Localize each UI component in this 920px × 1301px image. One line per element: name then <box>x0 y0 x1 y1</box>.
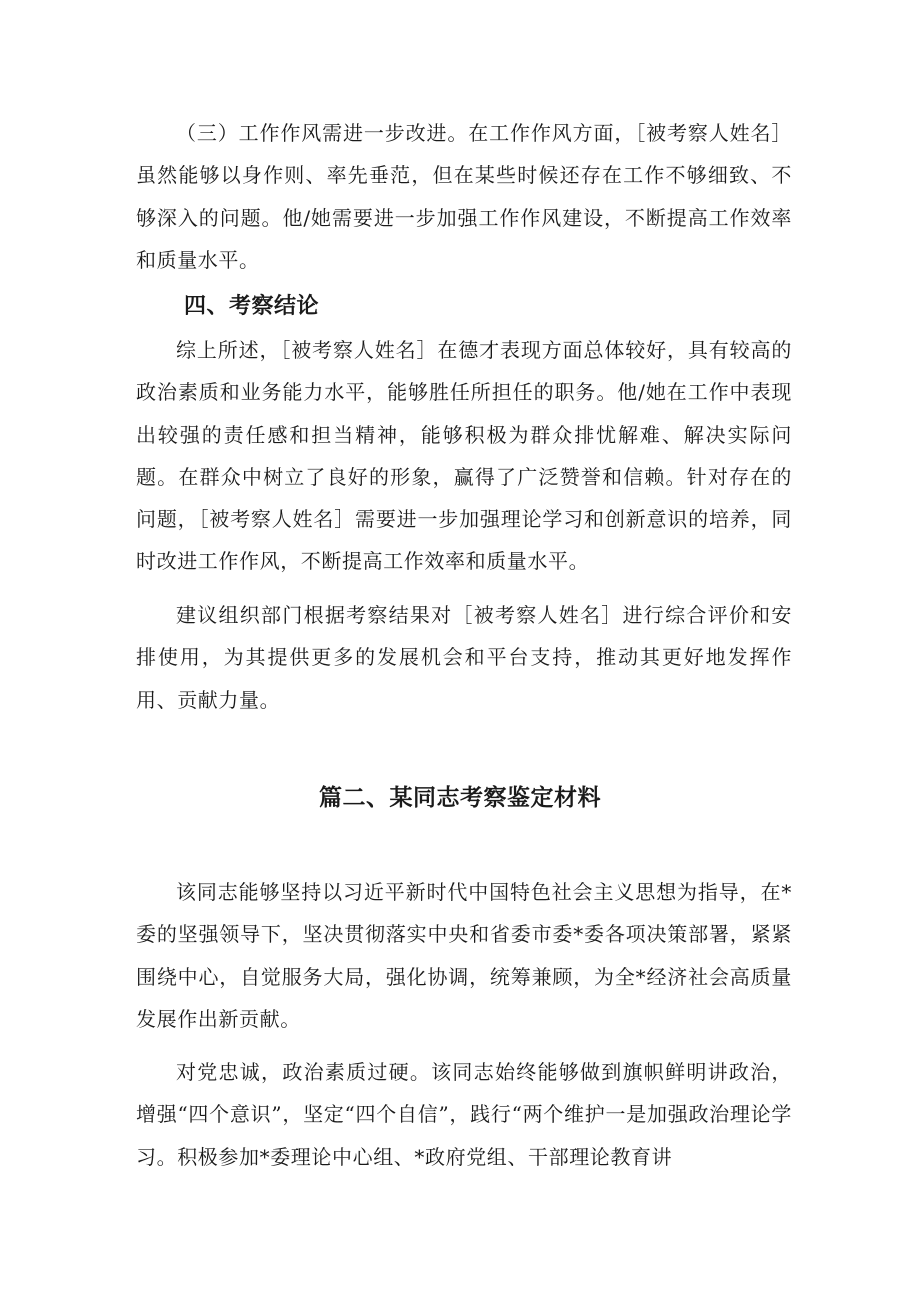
paragraph-conclusion-recommendation: 建议组织部门根据考察结果对［被考察人姓名］进行综合评价和安排使用，为其提供更多的发展机会和平台支持，推动其更好地发挥作用、贡献力量。 <box>136 603 792 712</box>
paragraph-work-style: （三）工作作风需进一步改进。在工作作风方面，［被考察人姓名］虽然能够以身作则、率先垂范，但在某些时候还存在工作不够细致、不够深入的问题。他/她需要进一步加强工作作风建设，不断提高工作效率和质量水平。 <box>136 121 792 272</box>
article-title: 篇二、某同志考察鉴定材料 <box>319 785 601 811</box>
paragraph-conclusion-summary: 综上所述，［被考察人姓名］在德才表现方面总体较好，具有较高的政治素质和业务能力水平，能够胜任所担任的职务。他/她在工作中表现出较强的责任感和担当精神，能够积极为群众排忧解难、解决实际问题。在群众中树立了良好的形象，赢得了广泛赞誉和信赖。针对存在的问题，［被考察人姓名］需要进一步加强理论学习和创新意识的培养，同时改进工作作风，不断提高工作效率和质量水平。 <box>136 338 792 574</box>
paragraph-comrade-overview: 该同志能够坚持以习近平新时代中国特色社会主义思想为指导，在*委的坚强领导下，坚决贯彻落实中央和省委市委*委各项决策部署，紧紧围绕中心，自觉服务大局，强化协调，统筹兼顾，为全*经济社会高质量发展作出新贡献。 <box>136 880 792 1031</box>
section-heading-conclusion: 四、考察结论 <box>184 294 320 319</box>
paragraph-political-loyalty: 对党忠诚，政治素质过硬。该同志始终能够做到旗帜鲜明讲政治，增强“四个意识”，坚定“四个自信”，践行“两个维护一是加强政治理论学习。积极参加*委理论中心组、*政府党组、干部理论教育讲 <box>136 1060 792 1169</box>
